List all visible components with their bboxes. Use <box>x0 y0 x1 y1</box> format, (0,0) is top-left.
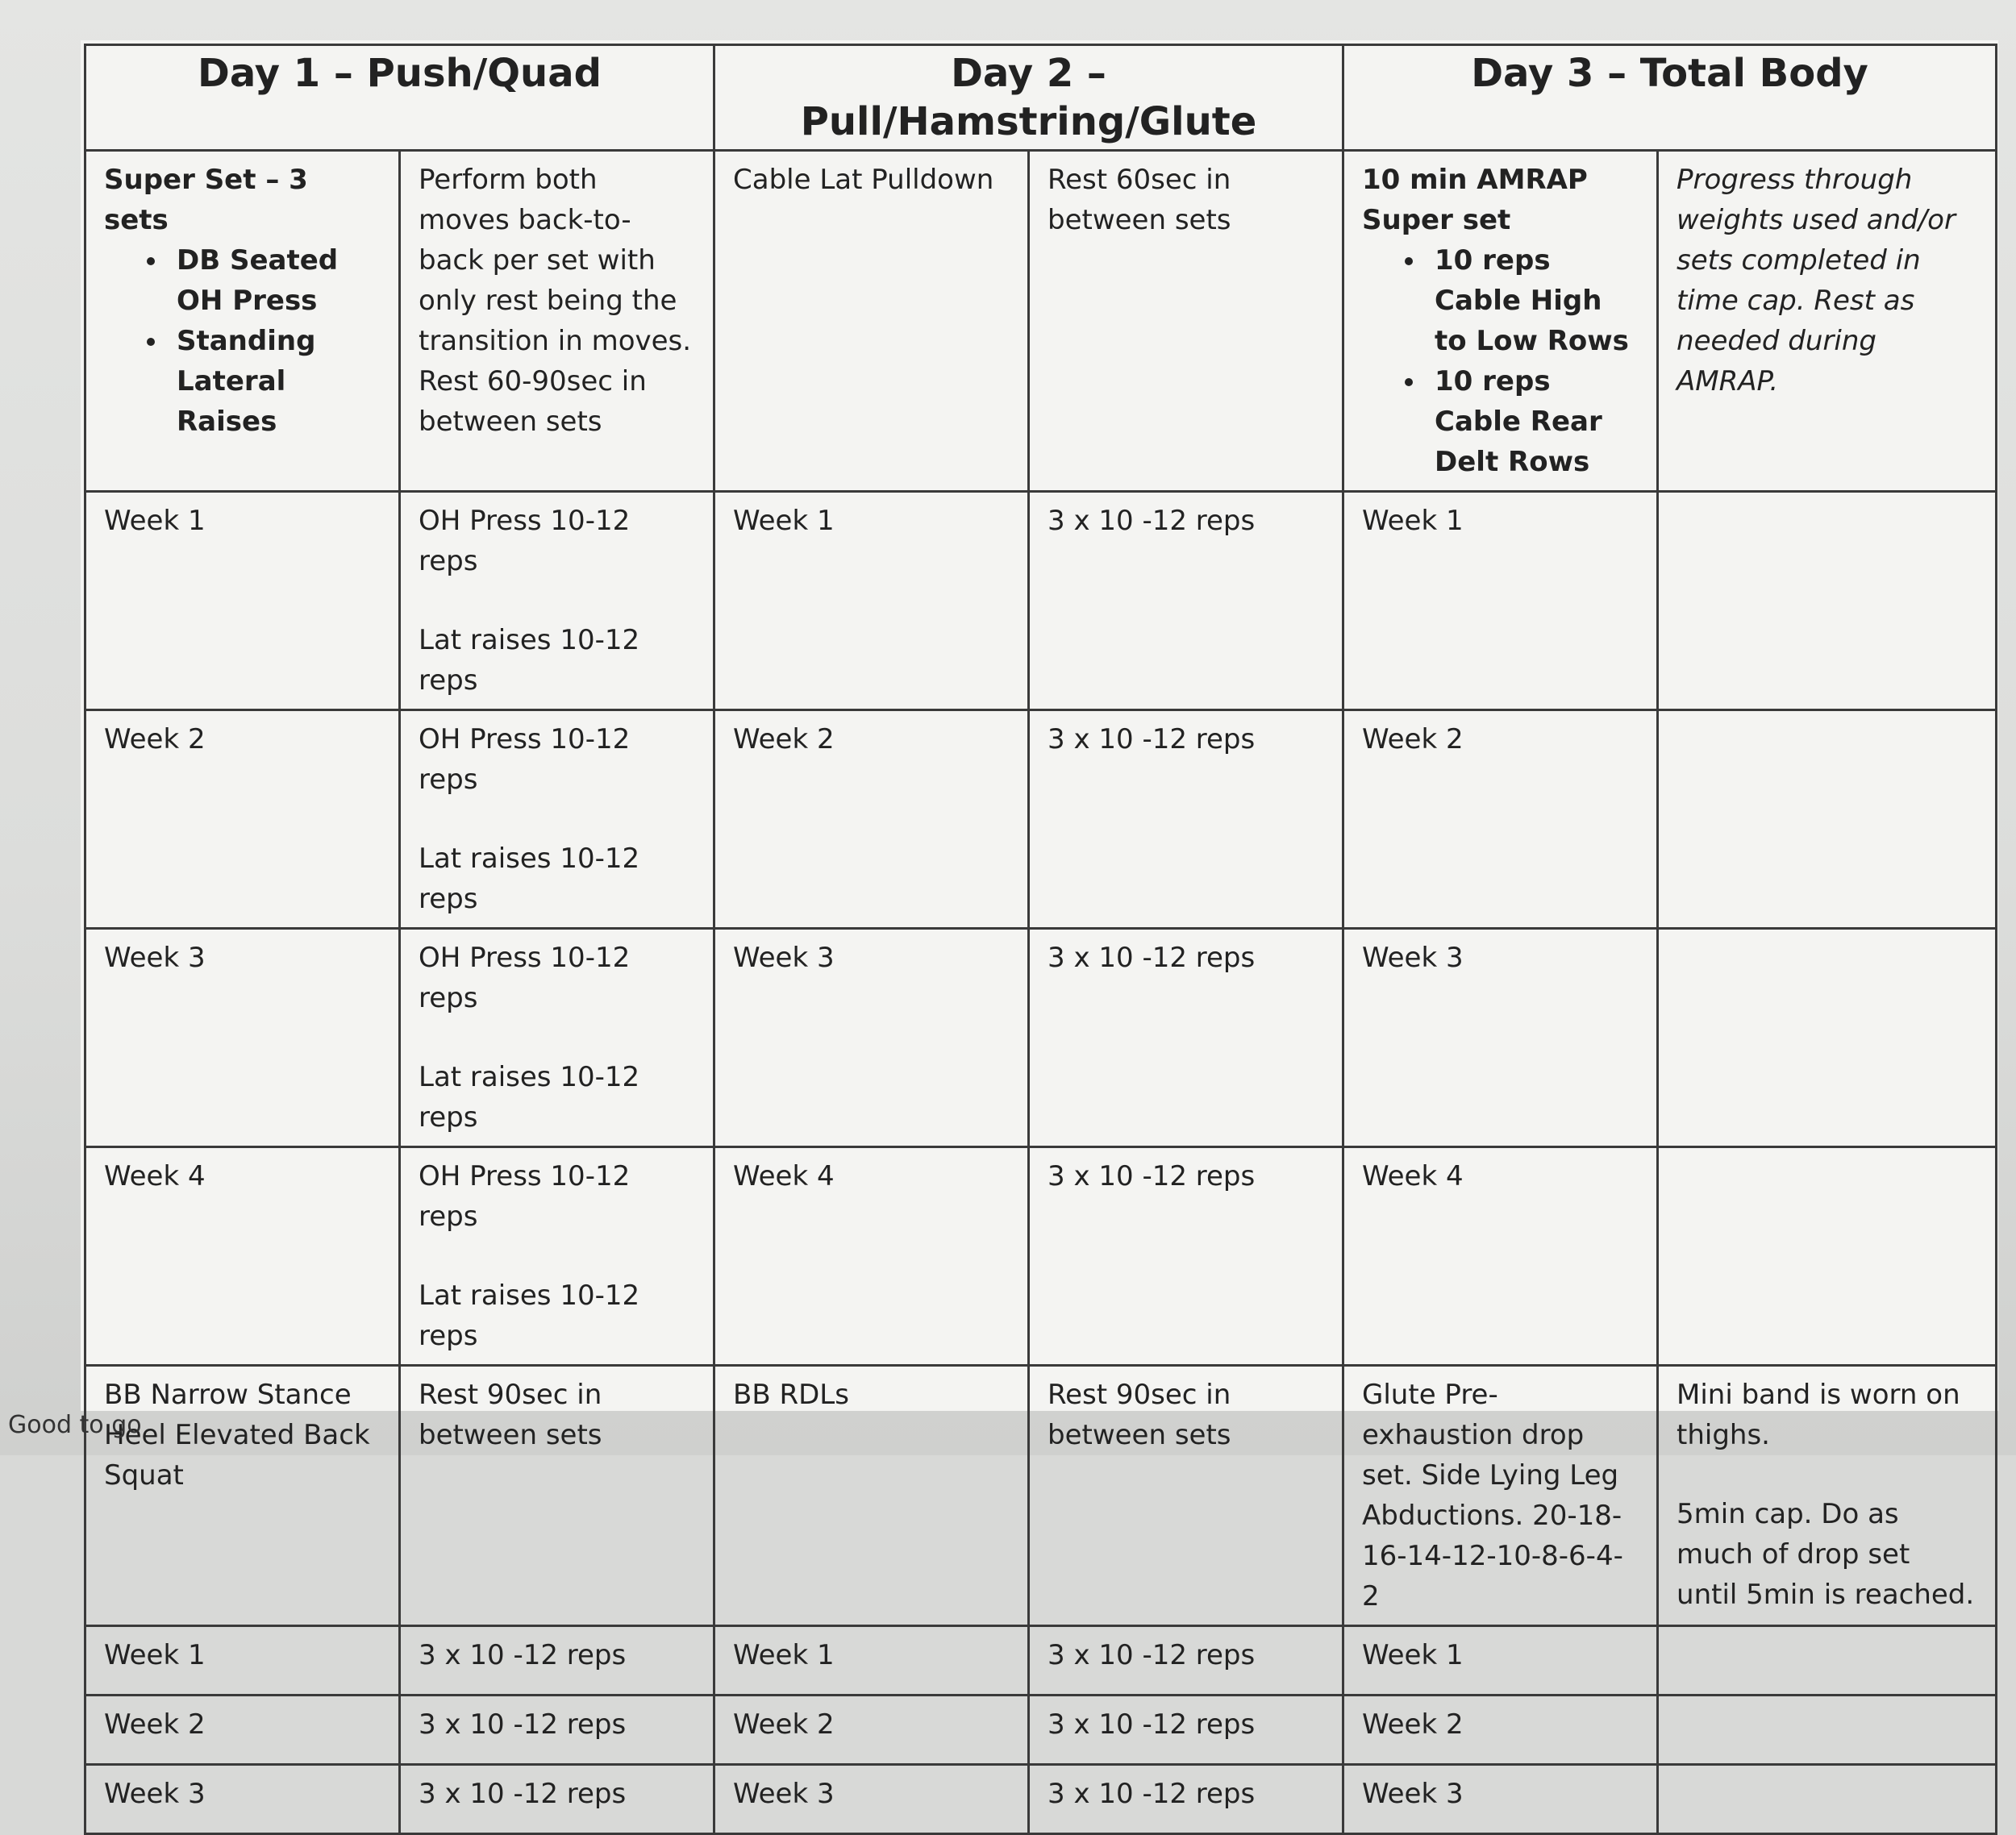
week-reps-cell: 3 x 10 -12 reps <box>1029 1147 1343 1366</box>
day1-exercise-cell <box>85 151 400 492</box>
week-label: Week 2 <box>85 1696 400 1765</box>
press-reps: OH Press 10-12 reps <box>419 505 631 577</box>
day3-note-cell <box>1658 1366 1997 1626</box>
lat-reps: Lat raises 10-12 reps <box>419 624 640 697</box>
week-label: Week 3 <box>85 1765 400 1834</box>
table-row <box>85 710 1997 929</box>
list-item: • Standing Lateral Raises <box>169 321 381 442</box>
day3-superset-title: Super set <box>1362 204 1511 236</box>
week-reps-cell: 3 x 10 -12 reps <box>1029 929 1343 1147</box>
week-label: Week 1 <box>714 1626 1029 1696</box>
day-header-row <box>85 45 1997 151</box>
week-reps-cell <box>400 1147 714 1366</box>
day2-header: Day 2 – Pull/Hamstring/Glute <box>714 45 1343 151</box>
day3-amrap-title: 10 min AMRAP <box>1362 164 1588 196</box>
day2-note-cell: Rest 60sec in between sets <box>1029 151 1343 492</box>
table-row <box>85 1696 1997 1765</box>
week-label: Week 3 <box>1343 1765 1658 1834</box>
week-label: Week 3 <box>714 929 1029 1147</box>
press-reps: OH Press 10-12 reps <box>419 723 631 796</box>
workout-plan-table <box>84 44 1997 1835</box>
press-reps: OH Press 10-12 reps <box>419 1160 631 1233</box>
day3-note-cap: 5min cap. Do as much of drop set until 5min is reached. <box>1677 1498 1975 1611</box>
block2-exercise-row <box>85 1366 1997 1626</box>
day3-exercise-cell: Glute Pre-exhaustion drop set. Side Lying Leg Abductions. 20-18-16-14-12-10-8-6-4-2 <box>1343 1366 1658 1626</box>
week-label: Week 1 <box>85 492 400 710</box>
week-label: Week 1 <box>1343 492 1658 710</box>
week-reps-cell: 3 x 10 -12 reps <box>1029 1626 1343 1696</box>
lat-reps: Lat raises 10-12 reps <box>419 1061 640 1134</box>
empty-cell <box>1658 492 1997 710</box>
table-row <box>85 492 1997 710</box>
week-label: Week 2 <box>714 710 1029 929</box>
day1-note-cell: Perform both moves back-to-back per set with only rest being the transition in moves. Rest 60-90sec in between sets <box>400 151 714 492</box>
week-reps-cell: 3 x 10 -12 reps <box>1029 1696 1343 1765</box>
week-label: Week 4 <box>1343 1147 1658 1366</box>
lat-reps: Lat raises 10-12 reps <box>419 843 640 915</box>
list-item: • DB Seated OH Press <box>169 240 381 321</box>
status-text: Good to go <box>8 1411 142 1439</box>
week-reps-cell <box>400 929 714 1147</box>
list-item: • 10 reps Cable Rear Delt Rows <box>1427 361 1639 482</box>
week-reps-cell: 3 x 10 -12 reps <box>1029 1765 1343 1834</box>
week-label: Week 1 <box>1343 1626 1658 1696</box>
week-label: Week 1 <box>85 1626 400 1696</box>
week-label: Week 2 <box>85 710 400 929</box>
empty-cell <box>1658 1696 1997 1765</box>
week-reps-cell <box>400 492 714 710</box>
list-item: • 10 reps Cable High to Low Rows <box>1427 240 1639 361</box>
week-label: Week 3 <box>1343 929 1658 1147</box>
day3-exercise-cell <box>1343 151 1658 492</box>
day1-exercise-cell: BB Narrow Stance Heel Elevated Back Squat <box>85 1366 400 1626</box>
empty-cell <box>1658 1147 1997 1366</box>
lat-reps: Lat raises 10-12 reps <box>419 1280 640 1352</box>
day1-superset-title: Super Set – 3 sets <box>104 164 308 236</box>
day1-header: Day 1 – Push/Quad <box>85 45 714 151</box>
week-label: Week 4 <box>85 1147 400 1366</box>
day1-note-cell: Rest 90sec in between sets <box>400 1366 714 1626</box>
week-label: Week 3 <box>85 929 400 1147</box>
week-label: Week 2 <box>714 1696 1029 1765</box>
week-label: Week 3 <box>714 1765 1029 1834</box>
day3-header: Day 3 – Total Body <box>1343 45 1997 151</box>
press-reps: OH Press 10-12 reps <box>419 942 631 1014</box>
week-label: Week 2 <box>1343 1696 1658 1765</box>
week-reps-cell: 3 x 10 -12 reps <box>1029 492 1343 710</box>
day2-exercise-cell: BB RDLs <box>714 1366 1029 1626</box>
week-reps-cell: 3 x 10 -12 reps <box>400 1696 714 1765</box>
empty-cell <box>1658 1765 1997 1834</box>
week-label: Week 2 <box>1343 710 1658 929</box>
day2-note-cell: Rest 90sec in between sets <box>1029 1366 1343 1626</box>
empty-cell <box>1658 929 1997 1147</box>
table-row <box>85 1765 1997 1834</box>
empty-cell <box>1658 1626 1997 1696</box>
day2-exercise-cell: Cable Lat Pulldown <box>714 151 1029 492</box>
day3-note-band: Mini band is worn on thighs. <box>1677 1379 1960 1451</box>
table-row <box>85 1147 1997 1366</box>
table-row <box>85 929 1997 1147</box>
week-reps-cell: 3 x 10 -12 reps <box>400 1765 714 1834</box>
empty-cell <box>1658 710 1997 929</box>
week-reps-cell: 3 x 10 -12 reps <box>400 1626 714 1696</box>
day3-note-cell: Progress through weights used and/or sets completed in time cap. Rest as needed during AMRAP. <box>1658 151 1997 492</box>
table-row <box>85 1626 1997 1696</box>
week-label: Week 1 <box>714 492 1029 710</box>
week-reps-cell <box>400 710 714 929</box>
week-label: Week 4 <box>714 1147 1029 1366</box>
week-reps-cell: 3 x 10 -12 reps <box>1029 710 1343 929</box>
block1-exercise-row <box>85 151 1997 492</box>
